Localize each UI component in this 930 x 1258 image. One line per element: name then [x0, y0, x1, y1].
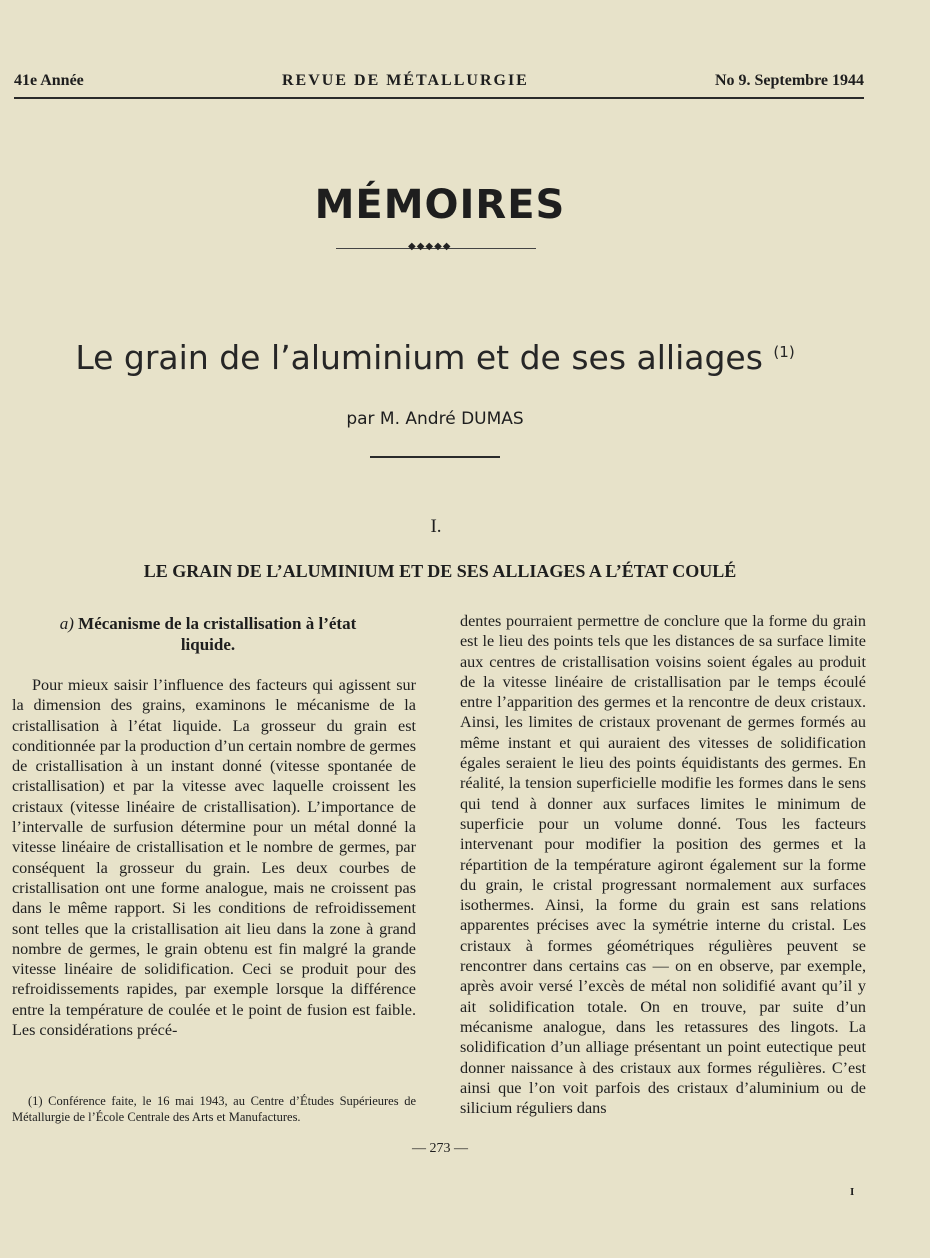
issue-label: 41e Année — [14, 72, 84, 89]
journal-name: REVUE DE MÉTALLURGIE — [282, 72, 529, 89]
right-column — [460, 611, 866, 1118]
right-column-text: dentes pourraient permettre de conclure que la forme du grain est le lieu des points tels que les distances de sa surface limite aux centres de cristallisation voisins soient égales au produit de la vitesse linéaire de cristallisation par le temps écoulé entre l’apparition des germes et la rencontre de deux cristaux. Ainsi, les limites de cristaux provenant de germes formés au même instant et qui auraient des vitesses de solidification égales seraient le lieu des points équidistants des germes. En réalité, la tension superficielle modifie les formes dans le sens qui tend à donner aux surfaces limites le minimum de superficie pour un volume donné. Tous les facteurs intervenant pour modifier la position des germes et la répartition de la température agiront également sur la forme du grain, le cristal progressant normalement aux surfaces isothermes. Ainsi, la forme du grain est sans relations apparentes précises avec la symétrie interne du cristal. Les cristaux à formes géométriques régulières peuvent se rencontrer dans certains cas — on en observe, par exemple, après avoir versé l’excès de métal non solidifié avant qu’il y ait solidification totale. On en trouve, par suite d’un mécanisme analogue, dans les retassures des lingots. La solidification d’un alliage présentant un point eutectique peut donner naissance à des cristaux aux formes régulières. C’est ainsi que l’on voit parfois des cristaux d’aluminium ou de silicium réguliers dans — [460, 612, 866, 1118]
ornament-diamonds: ◆◆◆◆◆ — [408, 241, 452, 252]
header-rule — [14, 97, 864, 99]
part-number: I. — [430, 516, 442, 537]
left-column — [12, 675, 416, 1040]
running-header — [14, 72, 864, 94]
subsection-letter: a) — [59, 614, 74, 633]
article-title — [0, 338, 870, 377]
subsection-title: Mécanisme de la cristallisation à l’état liquide. — [78, 614, 357, 654]
byline-rule — [370, 456, 500, 458]
page-number: — 273 — — [412, 1141, 468, 1156]
article-title-text: Le grain de l’aluminium et de ses alliages — [75, 338, 763, 377]
part-title: LE GRAIN DE L’ALUMINIUM ET DE SES ALLIAGES A L’ÉTAT COULÉ — [143, 561, 737, 581]
footnote-mark: (1) — [773, 343, 795, 361]
issue-number-date: No 9. Septembre 1944 — [714, 72, 864, 89]
byline: par M. André DUMAS — [346, 409, 524, 429]
footnote — [12, 1093, 416, 1125]
signature-mark: I — [850, 1186, 855, 1198]
left-column-text: Pour mieux saisir l’influence des facteurs qui agissent sur la dimension des grains, examinons le mécanisme de la cristallisation à l’état liquide. La grosseur du grain est conditionnée par la production d’un certain nombre de germes de cristallisation à un instant donné (vitesse spontanée de cristallisation) et par la vitesse avec laquelle croissent les cristaux (vitesse linéaire de cristallisation). L’importance de l’intervalle de surfusion détermine pour un métal donné la vitesse linéaire de cristallisation et le nombre de germes, par conséquent la grosseur du grain. Les deux courbes de cristallisation ont une forme analogue, mais ne croissent pas dans le même rapport. Si les conditions de refroidissement sont telles que la cristallisation ait lieu dans la zone à grand nombre de germes, le grain obtenu est fin malgré la grande vitesse linéaire de solidification. Ceci se produit pour des refroidissements rapides, par exemple lorsque la différence entre la température de coulée et le point de fusion est faible. Les considérations précé- — [12, 676, 416, 1040]
subsection-heading — [34, 613, 382, 655]
section-heading: MÉMOIRES — [314, 182, 566, 228]
footnote-text: (1) Conférence faite, le 16 mai 1943, au Centre d’Études Supérieures de Métallurgie de l’École Centrale des Arts et Manufactures. — [12, 1094, 416, 1124]
